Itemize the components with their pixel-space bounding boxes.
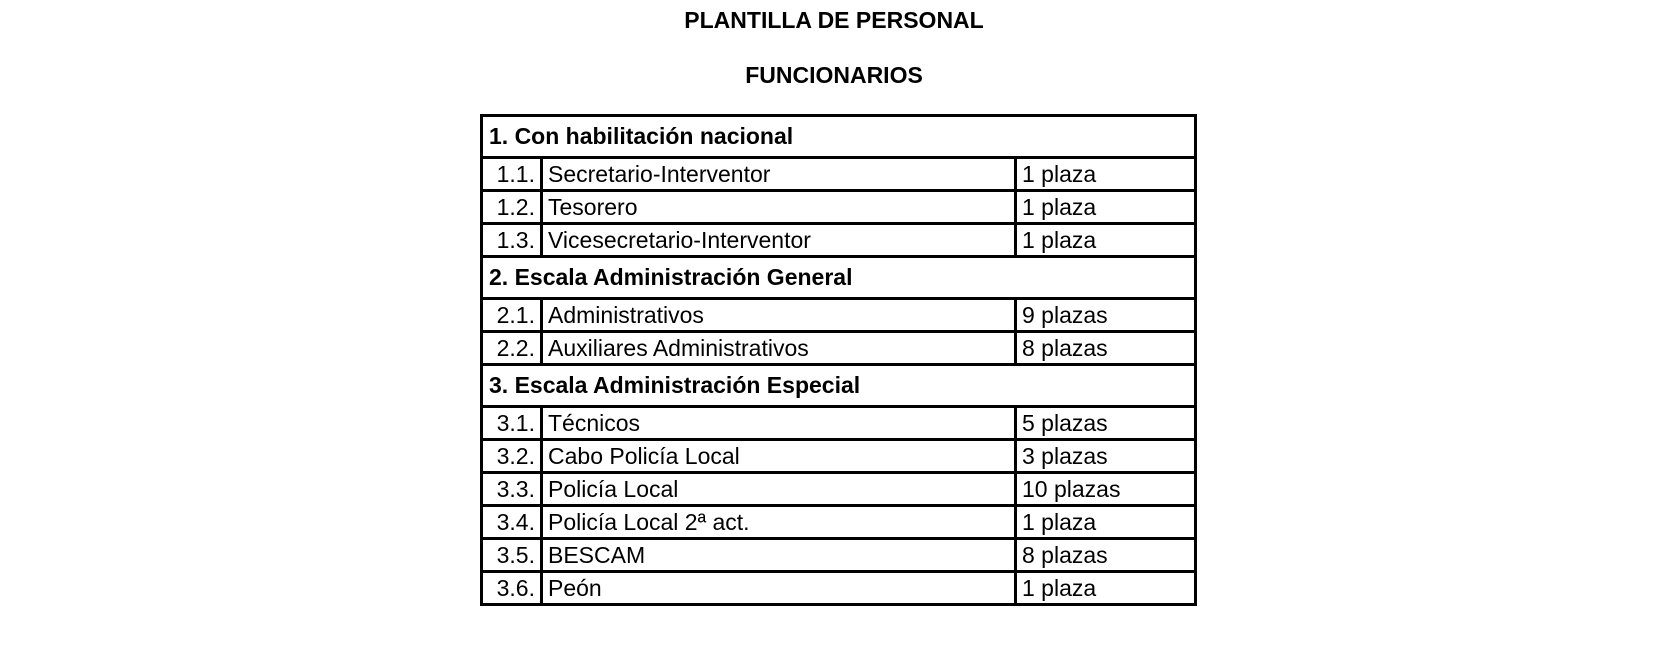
item-position: BESCAM [542,539,1016,572]
section-row [482,116,1196,158]
item-number: 3.1. [482,407,542,440]
page-subtitle: FUNCIONARIOS [745,62,923,88]
item-count: 1 plaza [1016,158,1196,191]
item-count: 1 plaza [1016,506,1196,539]
item-position: Policía Local 2ª act. [542,506,1016,539]
table-row [482,191,1196,224]
item-count: 10 plazas [1016,473,1196,506]
table-row [482,506,1196,539]
item-count: 3 plazas [1016,440,1196,473]
item-count: 9 plazas [1016,299,1196,332]
table-row [482,473,1196,506]
table-row [482,158,1196,191]
table-row [482,539,1196,572]
section-row [482,365,1196,407]
item-number: 2.1. [482,299,542,332]
section-heading: 2. Escala Administración General [482,257,1196,299]
item-position: Administrativos [542,299,1016,332]
item-position: Policía Local [542,473,1016,506]
item-count: 8 plazas [1016,332,1196,365]
item-position: Vicesecretario-Interventor [542,224,1016,257]
table-row [482,299,1196,332]
staff-table [480,114,1197,606]
item-number: 3.6. [482,572,542,605]
table-row [482,440,1196,473]
section-heading: 1. Con habilitación nacional [482,116,1196,158]
item-number: 2.2. [482,332,542,365]
item-count: 1 plaza [1016,572,1196,605]
item-number: 3.2. [482,440,542,473]
item-position: Secretario-Interventor [542,158,1016,191]
section-row [482,257,1196,299]
item-position: Auxiliares Administrativos [542,332,1016,365]
table-row [482,572,1196,605]
item-position: Tesorero [542,191,1016,224]
item-number: 1.3. [482,224,542,257]
item-count: 1 plaza [1016,191,1196,224]
table-row [482,332,1196,365]
item-number: 3.5. [482,539,542,572]
item-count: 5 plazas [1016,407,1196,440]
item-count: 1 plaza [1016,224,1196,257]
item-position: Cabo Policía Local [542,440,1016,473]
page-title: PLANTILLA DE PERSONAL [684,7,984,33]
item-position: Técnicos [542,407,1016,440]
item-count: 8 plazas [1016,539,1196,572]
table-row [482,224,1196,257]
item-number: 3.4. [482,506,542,539]
item-position: Peón [542,572,1016,605]
item-number: 3.3. [482,473,542,506]
table-row [482,407,1196,440]
item-number: 1.2. [482,191,542,224]
item-number: 1.1. [482,158,542,191]
section-heading: 3. Escala Administración Especial [482,365,1196,407]
